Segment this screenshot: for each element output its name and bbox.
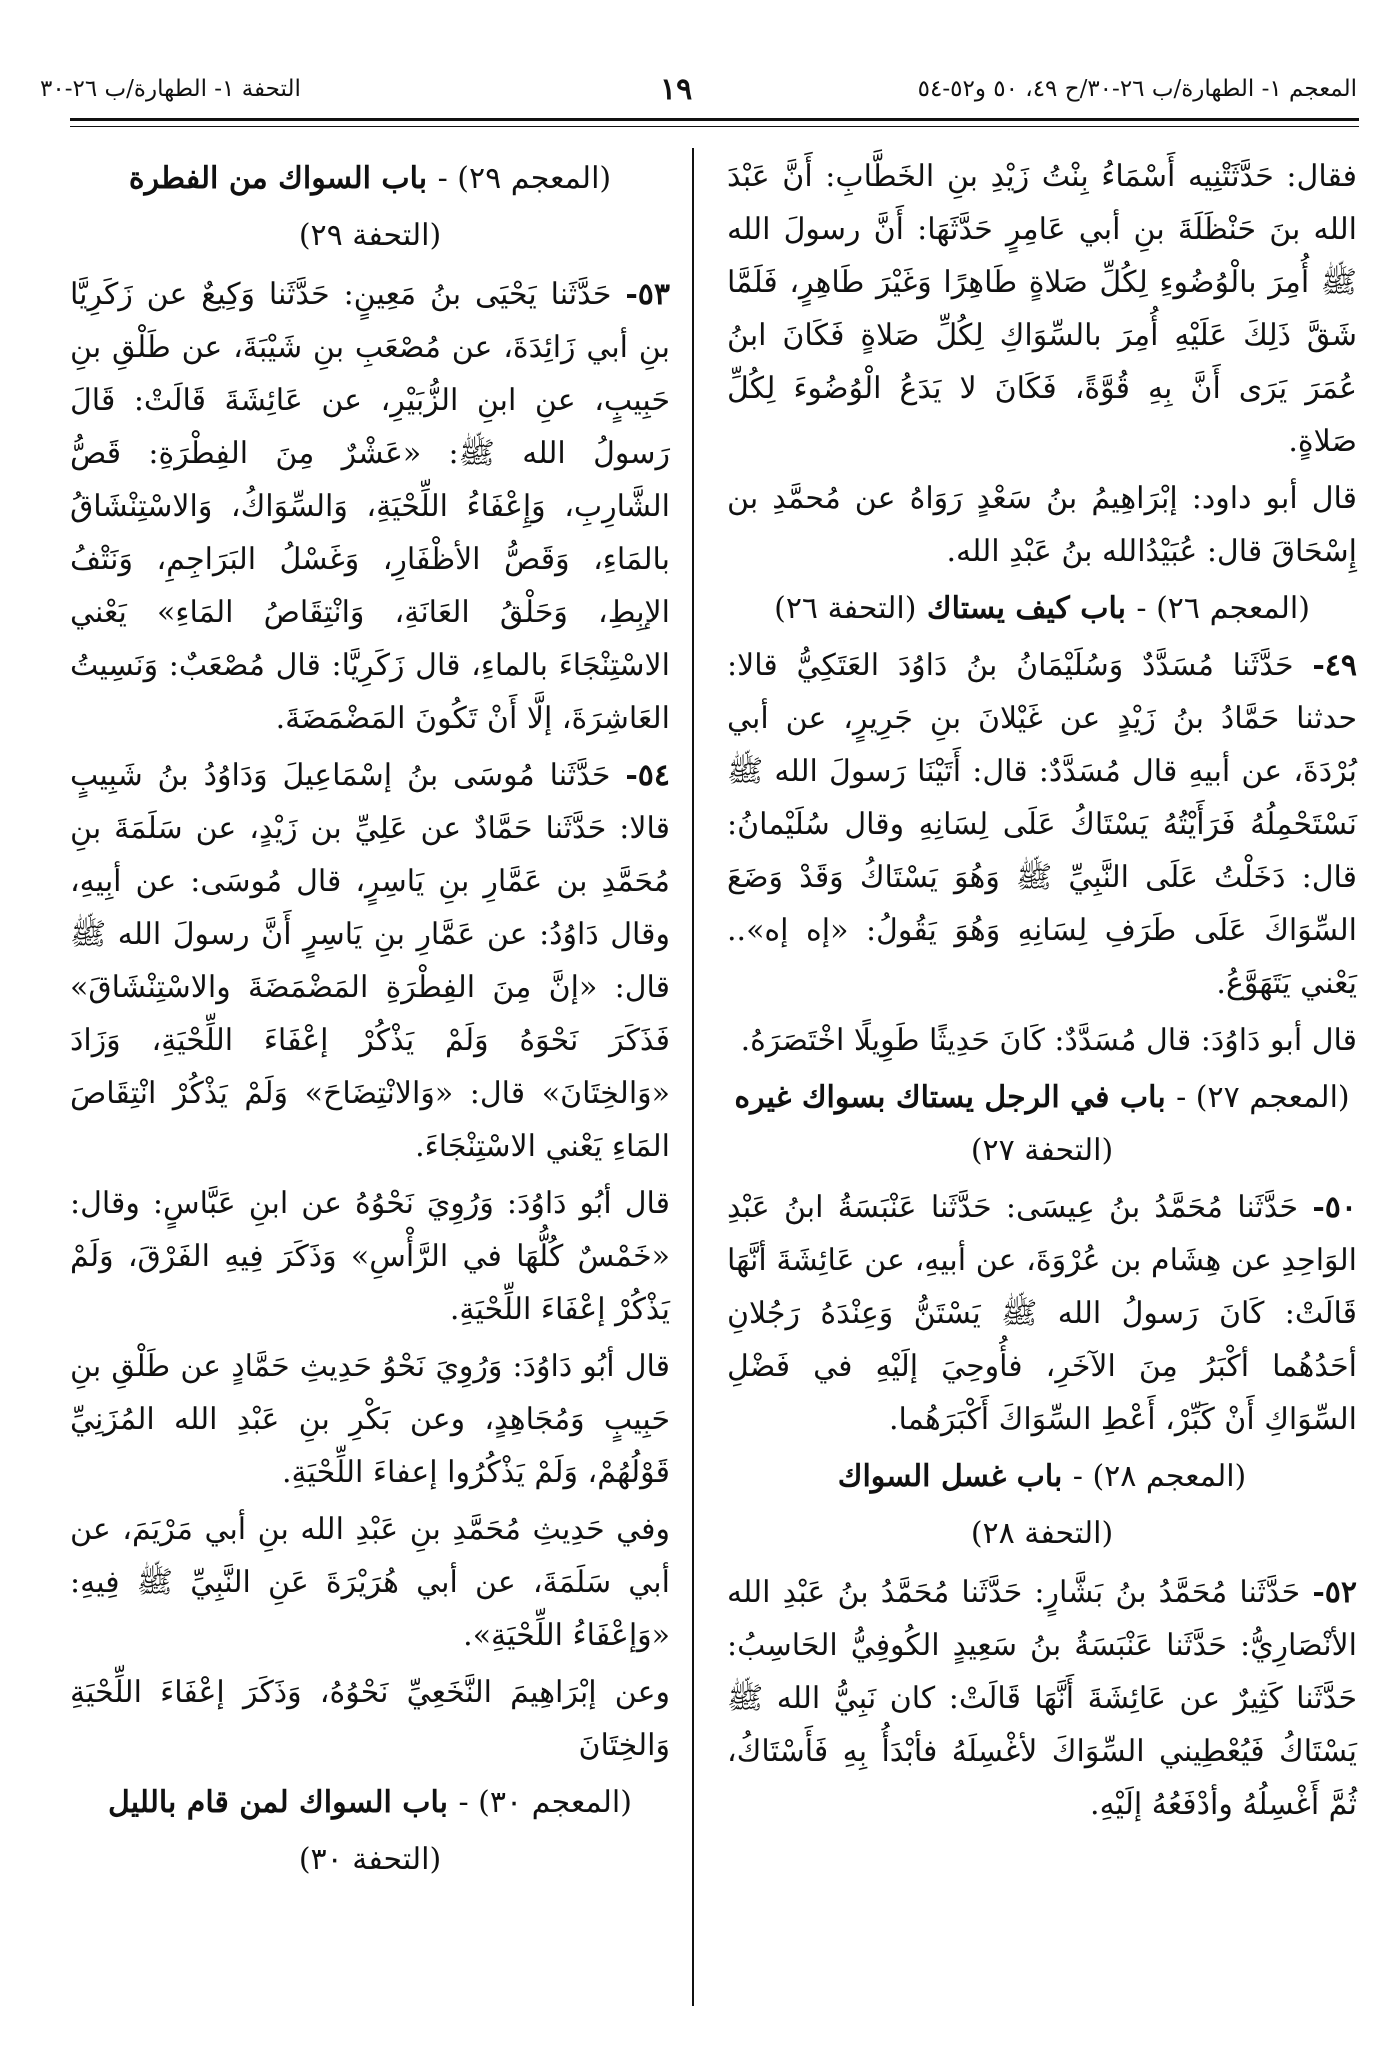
tuhfa-ref: (التحفة ٢٦) [774, 591, 917, 626]
chapter-heading-27 [727, 1071, 1357, 1177]
tuhfa-ref: (التحفة ٢٨) [970, 1516, 1114, 1551]
paragraph: قال أبُو دَاوُدَ: وَرُوِيَ نَحْوُ حَدِيثِ حَمَّادٍ عن طَلْقِ بنِ حَبِيبٍ وَمُجَاهِدٍ، وعن بَكْرِ بنِ عَبْدِ الله المُزَنِيِّ قَوْلُهُمْ، وَلَمْ يَذْكُرُوا إعفاءَ اللِّحْيَةِ. [70, 1349, 670, 1490]
header-rule-thin [70, 126, 1359, 127]
running-head [40, 72, 1357, 112]
paragraph: قال أبُو دَاوُدَ: وَرُوِيَ نَحْوُهُ عن ابنِ عَبَّاسٍ: وقال: «خَمْسٌ كُلُّهَا في الرَّأْسِ» وَذَكَرَ فِيهِ الفَرْقَ، وَلَمْ يَذْكُرْ إعْفَاءَ اللِّحْيَةِ. [70, 1186, 670, 1327]
page-number: ١٩ [660, 72, 693, 107]
hadith-52 [727, 1566, 1357, 1831]
chapter-ref: (المعجم ٢٦) - [1136, 591, 1310, 626]
chapter-ref: (المعجم ٢٧) - [1176, 1080, 1350, 1115]
hadith-53 [70, 268, 670, 745]
hadith-54 [70, 749, 670, 1173]
running-head-left: التحفة ١- الطهارة/ب ٢٦-٣٠ [40, 76, 301, 102]
tuhfa-ref: (التحفة ٣٠) [298, 1842, 442, 1877]
hadith-number: ٥٠- [1312, 1190, 1357, 1225]
chapter-ref: (المعجم ٢٨) - [1072, 1459, 1247, 1494]
chapter-title: باب كيف يستاك [926, 591, 1126, 626]
right-column [727, 150, 1357, 2008]
hadith-text: حَدَّثَنا يَحْيَى بنُ مَعِينٍ: حَدَّثَنا وَكِيعٌ عن زَكَرِيَّا بنِ أبي زَائِدَةَ، عن مُصْعَبِ بنِ شَيْبَةَ، عن طَلْقِ بنِ حَبِيبٍ، عنِ ابنِ الزُّبَيْرِ، عن عَائِشَةَ قَالَتْ: قَالَ رَسولُ الله ﷺ: «عَشْرٌ مِنَ الفِطْرَةِ: قَصُّ الشَّارِبِ، وَإِعْفَاءُ اللِّحْيَةِ، وَالسِّوَاكُ، وَالاسْتِنْشَاقُ بالمَاءِ، وَقَصُّ الأظْفَارِ، وَغَسْلُ البَرَاجِمِ، وَنَتْفُ الإبِطِ، وَحَلْقُ العَانَةِ، وَانْتِقَاصُ المَاءِ» يَعْني الاسْتِنْجَاءَ بالماءِ، قال زَكَرِيَّا: قال مُصْعَبٌ: وَنَسِيتُ العَاشِرَةَ، إلَّا أَنْ تَكُونَ المَضْمَضَةَ. [70, 277, 670, 736]
header-rule-thick [70, 118, 1359, 121]
chapter-heading-26 [727, 582, 1357, 635]
hadith-text: حَدَّثَنا مُوسَى بنُ إسْمَاعِيلَ وَدَاوُدُ بنُ شَبِيبٍ قالا: حَدَّثَنا حَمَّادٌ عن عَلِيِّ بن زَيْدٍ، عن سَلَمَةَ بنِ مُحَمَّدِ بن عَمَّارِ بنِ يَاسِرٍ، قال مُوسَى: عن أبِيهِ، وقال دَاوُدُ: عن عَمَّارِ بنِ يَاسِرٍ أَنَّ رسولَ الله ﷺ قال: «إنَّ مِنَ الفِطْرَةِ المَضْمَضَةَ والاسْتِنْشَاقَ» فَذَكَرَ نَحْوَهُ وَلَمْ يَذْكُرْ إعْفَاءَ اللِّحْيَةِ، وَزَادَ «وَالخِتَانَ» قال: «وَالانْتِضَاحَ» وَلَمْ يَذْكُرْ انْتِقَاصَ المَاءِ يَعْني الاسْتِنْجَاءَ. [70, 758, 670, 1164]
chapter-ref: (المعجم ٢٩) - [437, 161, 612, 196]
chapter-title: باب السواك لمن قام بالليل [108, 1785, 449, 1820]
chapter-heading-29 [70, 152, 670, 205]
hadith-50 [727, 1181, 1357, 1446]
paragraph: وفي حَدِيثِ مُحَمَّدِ بنِ عَبْدِ الله بنِ أبي مَرْيَمَ، عن أبي سَلَمَةَ، عن أبي هُرَيْرَةَ عَنِ النَّبِيِّ ﷺ فِيهِ: «وَإعْفَاءُ اللِّحْيَةِ». [70, 1512, 670, 1653]
paragraph: فقال: حَدَّثَتْنِيه أَسْمَاءُ بِنْتُ زَيْدِ بنِ الخَطَّابِ: أَنَّ عَبْدَ الله بنَ حَنْظَلَةَ بنِ أبي عَامِرٍ حَدَّثَهَا: أَنَّ رسولَ الله ﷺ أُمِرَ بالْوُضُوءِ لِكُلِّ صَلاةٍ طَاهِرًا وَغَيْرَ طَاهِرٍ، فَلَمَّا شَقَّ ذَلِكَ عَلَيْهِ أُمِرَ بالسِّوَاكِ لِكُلِّ صَلاةٍ فَكَانَ ابنُ عُمَرَ يَرَى أَنَّ بِهِ قُوَّةً، فَكَانَ لا يَدَعُ الْوُضُوءَ لِكُلِّ صَلاةٍ. [727, 159, 1357, 459]
chapter-title: باب في الرجل يستاك بسواك غيره [734, 1080, 1166, 1115]
paragraph: وعن إبْرَاهِيمَ النَّخَعِيِّ نَحْوُهُ، وَذَكَرَ إعْفَاءَ اللِّحْيَةِ وَالخِتَانَ [70, 1675, 670, 1763]
tuhfa-ref: (التحفة ٢٩) [298, 218, 442, 253]
paragraph: قال أبو دَاوُدَ: قال مُسَدَّدٌ: كَانَ حَدِيثًا طَوِيلًا اخْتَصَرَهُ. [740, 1023, 1357, 1058]
hadith-text: حَدَّثَنا مُحَمَّدُ بنُ بَشَّارٍ: حَدَّثَنا مُحَمَّدُ بنُ عَبْدِ الله الأنْصَارِيُّ: حَدَّثَنا عَنْبَسَةُ بنُ سَعِيدٍ الكُوفِيُّ الحَاسِبُ: حَدَّثَنا كَثِيرٌ عن عَائِشَةَ أَنَّهَا قَالَتْ: كان نَبِيُّ الله ﷺ يَسْتَاكُ فَيُعْطِيني السِّوَاكَ لأغْسِلَهُ فأبْدَأُ بِهِ فَأَسْتَاكُ، ثُمَّ أَغْسِلُهُ وأدْفَعُهُ إلَيْهِ. [727, 1575, 1357, 1822]
column-divider [692, 148, 694, 2006]
hadith-49 [727, 639, 1357, 1010]
paragraph: قال أبو داود: إبْرَاهِيمُ بنُ سَعْدٍ رَوَاهُ عن مُحمَّدِ بن إِسْحَاقَ قال: عُبَيْدُالله بنُ عَبْدِ الله. [727, 481, 1357, 569]
hadith-number: ٥٣- [625, 277, 670, 312]
hadith-number: ٥٢- [1312, 1575, 1357, 1610]
tuhfa-ref: (التحفة ٢٧) [970, 1133, 1114, 1168]
hadith-text: حَدَّثَنا مُحَمَّدُ بنُ عِيسَى: حَدَّثَنا عَنْبَسَةُ ابنُ عَبْدِ الوَاحِدِ عن هِشَام بن عُرْوَةَ، عن أبيهِ، عن عَائِشَةَ أنَّهَا قَالَتْ: كَانَ رَسولُ الله ﷺ يَسْتَنُّ وَعِنْدَهُ رَجُلانِ أحَدُهُما أكْبَرُ مِنَ الآخَرِ، فأُوحِيَ إلَيْهِ في فَضْلِ السِّوَاكِ أَنْ كَبِّرْ، أَعْطِ السِّوَاكَ أَكْبَرَهُما. [727, 1190, 1357, 1437]
hadith-text: حَدَّثَنا مُسَدَّدٌ وَسُلَيْمَانُ بنُ دَاوُدَ العَتَكِيُّ قالا: حدثنا حَمَّادُ بنُ زَيْدٍ عن غَيْلانَ بنِ جَرِيرٍ، عن أبي بُرْدَةَ، عن أبيهِ قال مُسَدَّدٌ: قال: أَتَيْنَا رَسولَ الله ﷺ نَسْتَحْمِلُهُ فَرَأَيْتُهُ يَسْتَاكُ عَلَى لِسَانِهِ وقال سُلَيْمانُ: قال: دَخَلْتُ عَلَى النَّبِيِّ ﷺ وَهُوَ يَسْتَاكُ وَقَدْ وَضَعَ السِّوَاكَ عَلَى طَرَفِ لِسَانِهِ وَهُوَ يَقُولُ: «إه إه».. يَعْني يَتَهَوَّعُ. [727, 648, 1357, 1001]
hadith-number: ٥٤- [625, 758, 670, 793]
hadith-number: ٤٩- [1312, 648, 1357, 683]
running-head-right: المعجم ١- الطهارة/ب ٢٦-٣٠/ح ٤٩، ٥٠ و٥٢-٥٤ [917, 76, 1357, 102]
chapter-heading-30 [70, 1776, 670, 1829]
chapter-ref: (المعجم ٣٠) - [458, 1785, 632, 1820]
chapter-title: باب غسل السواك [837, 1459, 1063, 1494]
chapter-title: باب السواك من الفطرة [128, 161, 428, 196]
left-column [70, 150, 670, 2008]
chapter-heading-28 [727, 1450, 1357, 1503]
